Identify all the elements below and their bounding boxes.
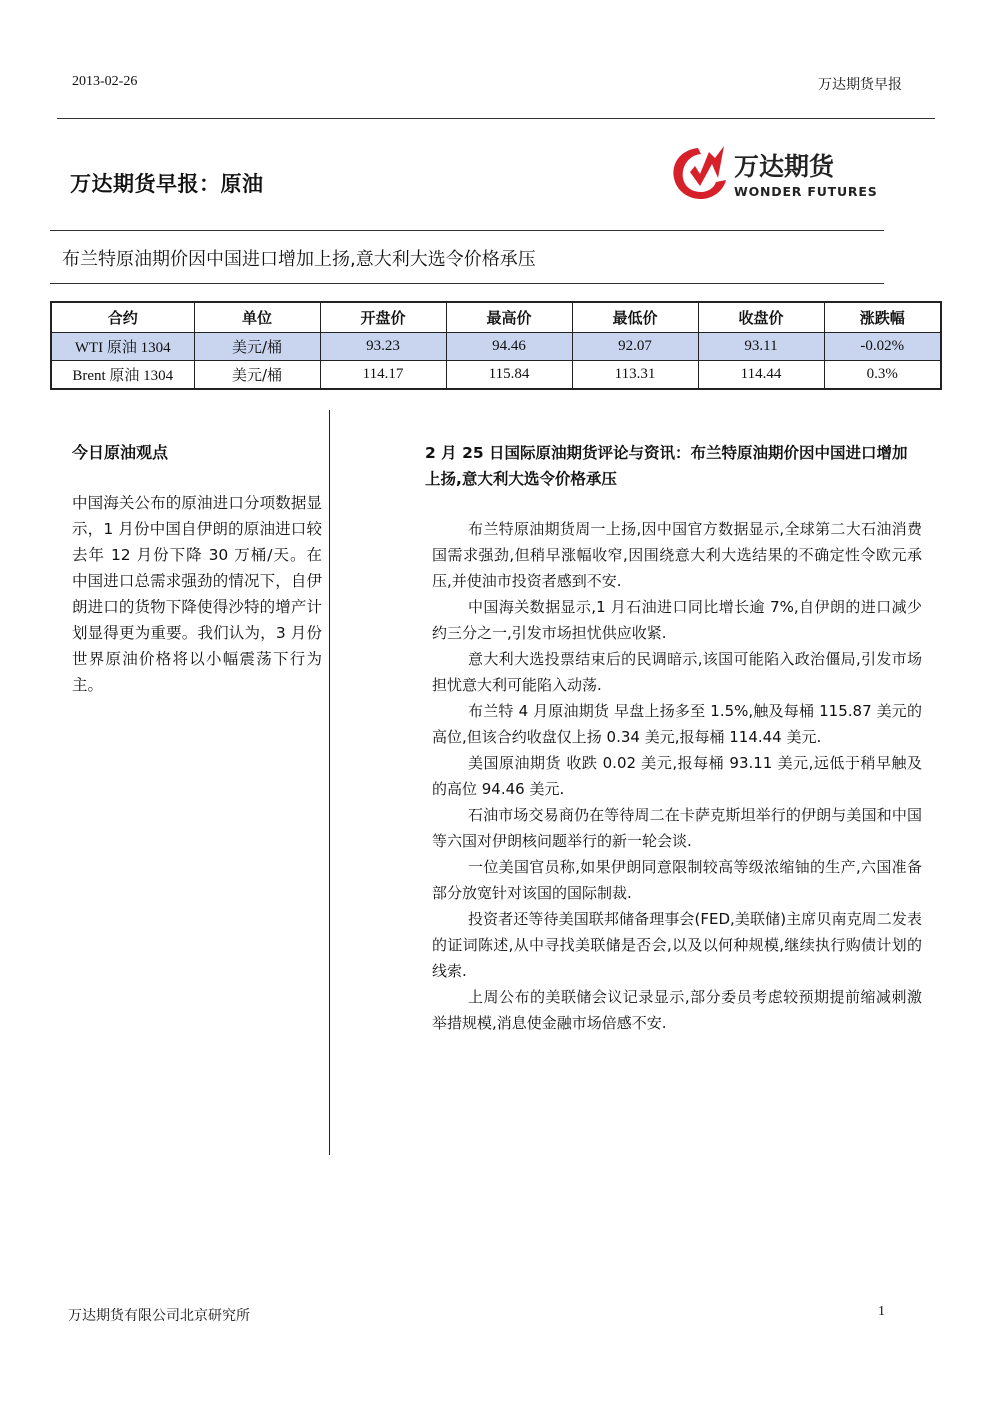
news-paragraph: 布兰特原油期货周一上扬,因中国官方数据显示,全球第二大石油消费国需求强劲,但稍早涨幅收窄,因围绕意大利大选结果的不确定性令欧元承压,并使油市投资者感到不安.: [432, 520, 922, 590]
cell-unit: 美元/桶: [194, 333, 320, 361]
page-title: 万达期货早报：原油: [70, 172, 264, 196]
page-number: 1: [878, 1304, 885, 1319]
table-row: [51, 361, 941, 390]
cell-change: -0.02%: [824, 333, 941, 361]
news-paragraph: 中国海关数据显示,1 月石油进口同比增长逾 7%,自伊朗的进口减少约三分之一,引发市场担忧供应收紧.: [432, 598, 922, 642]
outlook-heading: 今日原油观点: [72, 443, 169, 462]
col-header-contract: 合约: [51, 302, 194, 333]
col-header-close: 收盘价: [698, 302, 824, 333]
table-header-row: [51, 302, 941, 333]
cell-open: 114.17: [320, 361, 446, 390]
col-header-high: 最高价: [446, 302, 572, 333]
col-header-open: 开盘价: [320, 302, 446, 333]
table-row: [51, 333, 941, 361]
cell-contract: Brent 原油 1304: [51, 361, 194, 390]
column-divider: [329, 410, 330, 1155]
cell-contract: WTI 原油 1304: [51, 333, 194, 361]
news-paragraph: 布兰特 4 月原油期货 早盘上扬多至 1.5%,触及每桶 115.87 美元的高位,但该合约收盘仅上扬 0.34 美元,报每桶 114.44 美元.: [432, 702, 922, 746]
cell-high: 94.46: [446, 333, 572, 361]
news-paragraph: 美国原油期货 收跌 0.02 美元,报每桶 93.11 美元,远低于稍早触及的高位 94.46 美元.: [432, 754, 922, 798]
cell-close: 114.44: [698, 361, 824, 390]
news-paragraph: 石油市场交易商仍在等待周二在卡萨克斯坦举行的伊朗与美国和中国等六国对伊朗核问题举行的新一轮会谈.: [432, 806, 922, 850]
header-publication: 万达期货早报: [818, 77, 902, 93]
cell-close: 93.11: [698, 333, 824, 361]
headline: 布兰特原油期价因中国进口增加上扬,意大利大选令价格承压: [62, 249, 536, 270]
wonder-futures-logo-icon: [668, 142, 883, 204]
cell-high: 115.84: [446, 361, 572, 390]
headline-bottom-rule: [50, 283, 884, 284]
footer-organization: 万达期货有限公司北京研究所: [68, 1308, 250, 1324]
company-logo: [668, 142, 883, 204]
headline-top-rule: [50, 230, 884, 231]
col-header-low: 最低价: [572, 302, 698, 333]
col-header-unit: 单位: [194, 302, 320, 333]
header-divider: [57, 118, 935, 119]
news-body: [432, 516, 922, 1036]
logo-name-cn: 万达期货: [734, 152, 835, 181]
news-paragraph: 投资者还等待美国联邦储备理事会(FED,美联储)主席贝南克周二发表的证词陈述,从中寻找美联储是否会,以及以何种规模,继续执行购债计划的线索.: [432, 910, 922, 980]
cell-low: 113.31: [572, 361, 698, 390]
logo-name-en: WONDER FUTURES: [734, 184, 878, 199]
cell-change: 0.3%: [824, 361, 941, 390]
cell-low: 92.07: [572, 333, 698, 361]
news-heading: 2 月 25 日国际原油期货评论与资讯：布兰特原油期价因中国进口增加上扬,意大利大选令价格承压: [425, 444, 908, 488]
col-header-change: 涨跌幅: [824, 302, 941, 333]
price-table: [50, 301, 942, 390]
cell-unit: 美元/桶: [194, 361, 320, 390]
news-paragraph: 一位美国官员称,如果伊朗同意限制较高等级浓缩铀的生产,六国准备部分放宽针对该国的国际制裁.: [432, 858, 922, 902]
header-date: 2013-02-26: [72, 74, 138, 89]
cell-open: 93.23: [320, 333, 446, 361]
news-paragraph: 意大利大选投票结束后的民调暗示,该国可能陷入政治僵局,引发市场担忧意大利可能陷入动荡.: [432, 650, 922, 694]
news-paragraph: 上周公布的美联储会议记录显示,部分委员考虑较预期提前缩减刺激举措规模,消息使金融市场倍感不安.: [432, 988, 922, 1032]
outlook-body: 中国海关公布的原油进口分项数据显示，1 月份中国自伊朗的原油进口较去年 12 月份下降 30 万桶/天。在中国进口总需求强劲的情况下，自伊朗进口的货物下降使得沙特的增产计划显得更为重要。我们认为，3 月份世界原油价格将以小幅震荡下行为主。: [72, 494, 322, 694]
